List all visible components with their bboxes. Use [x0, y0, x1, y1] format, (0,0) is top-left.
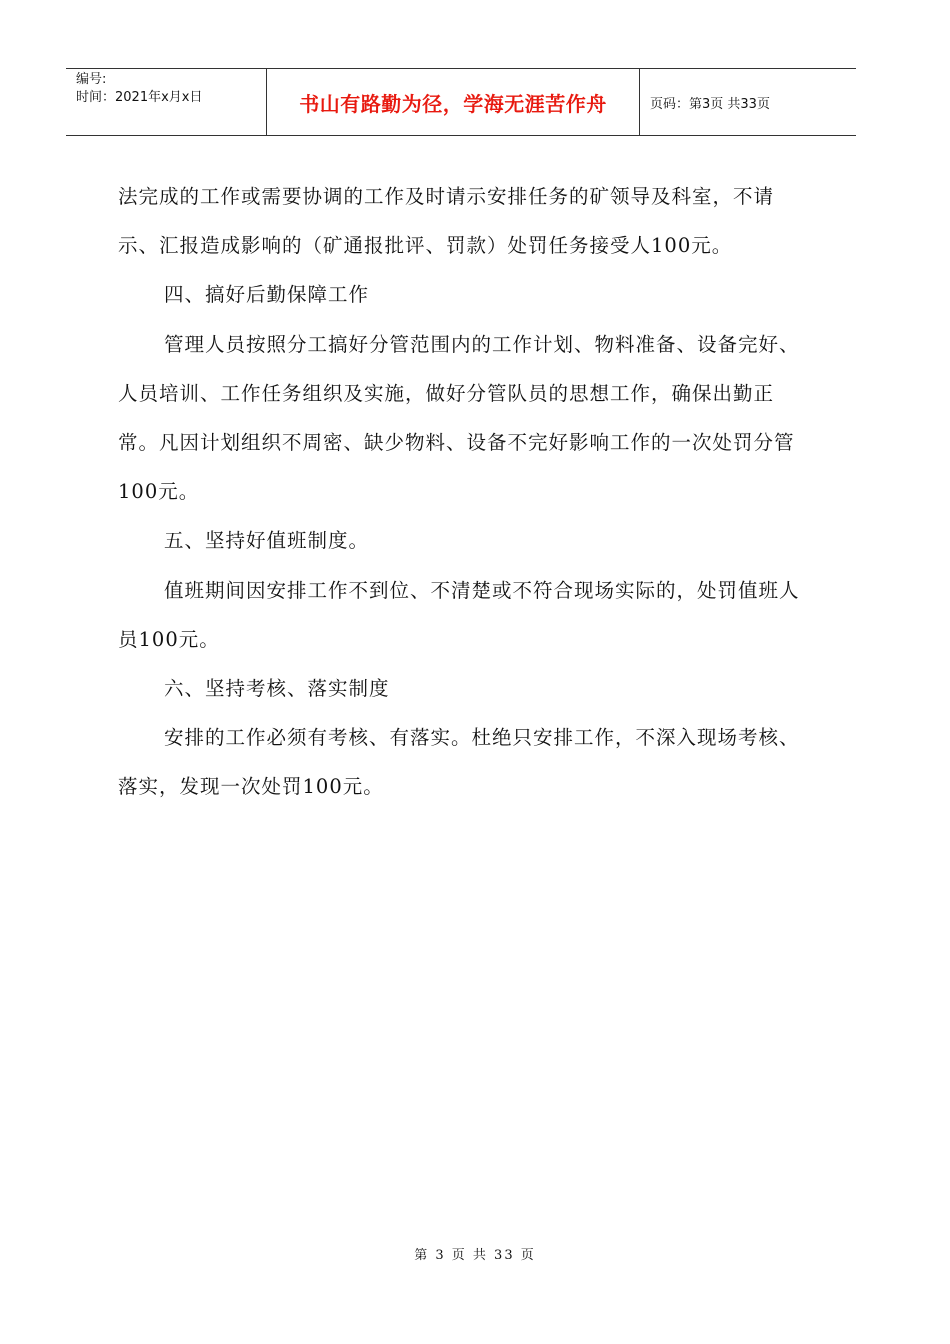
document-time-label: 时间：2021年x月x日	[76, 90, 203, 105]
page-header	[66, 68, 856, 136]
header-page-number: 页码：第3页 共33页	[650, 96, 770, 112]
paragraph: 值班期间因安排工作不到位、不清楚或不符合现场实际的，处罚值班人员100元。	[118, 578, 800, 651]
paragraph: 法完成的工作或需要协调的工作及时请示安排任务的矿领导及科室，不请示、汇报造成影响的（矿通报批评、罚款）处罚任务接受人100元。	[118, 185, 775, 258]
section-heading: 五、坚持好值班制度。	[164, 529, 370, 553]
section-heading: 六、坚持考核、落实制度	[164, 677, 390, 701]
paragraph: 管理人员按照分工搞好分管范围内的工作计划、物料准备、设备完好、人员培训、工作任务组织及实施，做好分管队员的思想工作，确保出勤正常。凡因计划组织不周密、缺少物料、设备不完好影响工作的一次处罚分管100元。	[118, 332, 800, 504]
section-heading: 四、搞好后勤保障工作	[164, 283, 370, 307]
paragraph: 安排的工作必须有考核、有落实。杜绝只安排工作，不深入现场考核、落实，发现一次处罚100元。	[118, 726, 800, 799]
document-number-label: 编号:	[76, 72, 107, 87]
header-info	[66, 69, 267, 135]
page-footer: 第 3 页 共 33 页	[414, 1248, 536, 1263]
document-body	[118, 172, 810, 812]
header-motto: 书山有路勤为径，学海无涯苦作舟	[267, 69, 640, 135]
